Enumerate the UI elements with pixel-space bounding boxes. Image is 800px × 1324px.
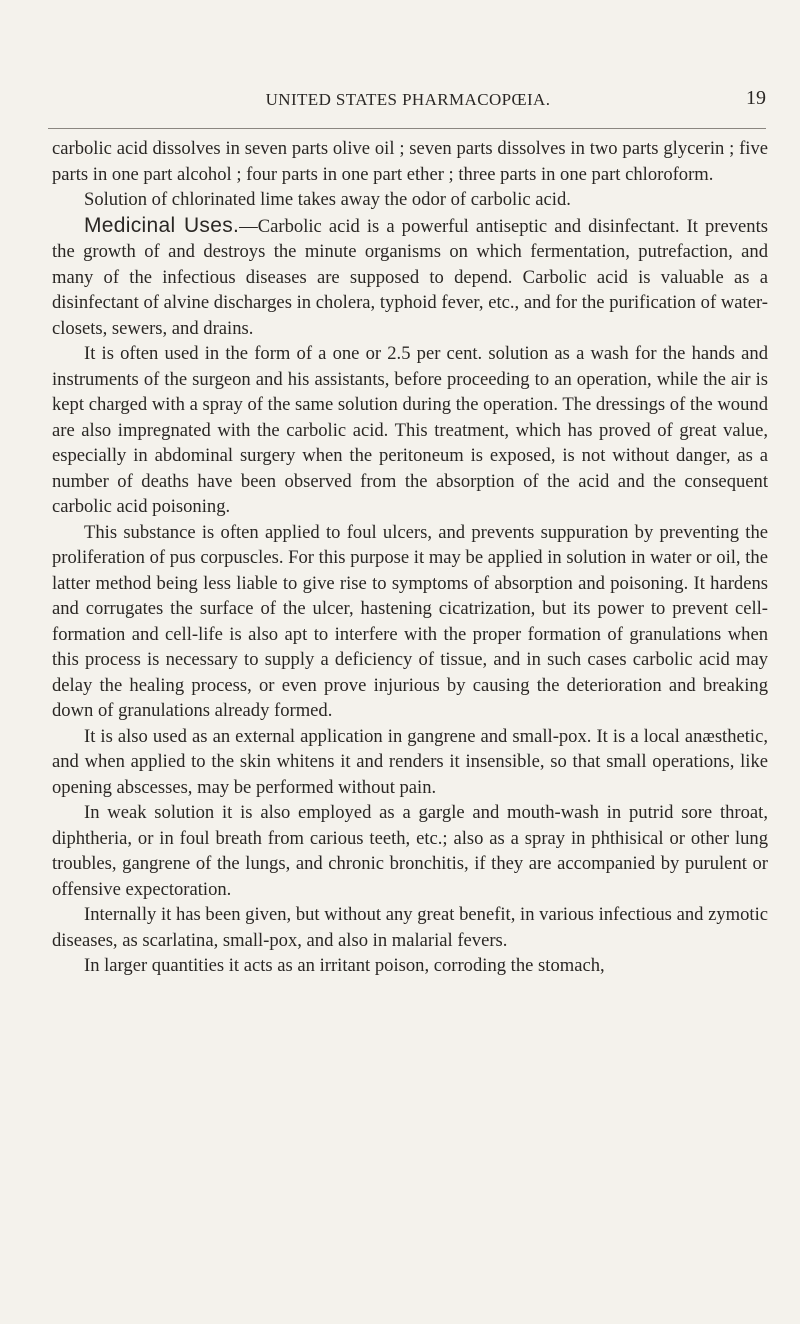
paragraph-internal-use: Internally it has been given, but without any great benefit, in various infectious and zymotic diseases, as scarlatina, small-pox, and also in malarial fevers.	[52, 904, 768, 951]
paragraph-continued: carbolic acid dissolves in seven parts olive oil ; seven parts dissolves in two parts glycerin ; five parts in one part alcohol ; four parts in one part ether ; three parts in one part chloroform.	[52, 138, 768, 185]
section-heading: Medicinal Uses.	[84, 213, 240, 237]
paragraph-gargle: In weak solution it is also employed as a gargle and mouth-wash in putrid sore throat, diphtheria, or in foul breath from carious teeth, etc.; also as a spray in phthisical or other lung troubles, gangrene of the lungs, and chronic bronchitis, if they are accompanied by purulent or offensive expectoration.	[52, 802, 768, 900]
page-number: 19	[746, 87, 766, 109]
paragraph-larger-quantities: In larger quantities it acts as an irritant poison, corroding the stomach,	[84, 955, 605, 976]
paragraph-chlorinated-lime: Solution of chlorinated lime takes away the odor of carbolic acid.	[84, 189, 571, 210]
page-header	[50, 87, 766, 116]
running-head: UNITED STATES PHARMACOPŒIA.	[265, 90, 551, 109]
paragraph-medicinal-uses-text: —Carbolic acid is a powerful antiseptic and disinfectant. It prevents the growth of and destroys the minute organisms on which fermentation, putrefaction, and many of the infectious diseases are supposed to depend. Carbolic acid is valuable as a disinfectant of alvine discharges in cholera, typhoid fever, etc., and for the purification of water-closets, sewers, and drains.	[52, 215, 768, 339]
paragraph-ulcers: This substance is often applied to foul ulcers, and prevents suppuration by preventing the proliferation of pus corpuscles. For this purpose it may be applied in solution in water or oil, the latter method being less liable to give rise to symptoms of absorption and poisoning. It hardens and corrugates the surface of the ulcer, hastening cicatrization, but its power to prevent cell-formation and cell-life is also apt to interfere with the proper formation of granulations when this process is necessary to supply a deficiency of tissue, and in such cases carbolic acid may delay the healing process, or even prove injurious by causing the deterioration and breaking down of granulations already formed.	[52, 521, 768, 721]
body-text	[52, 136, 768, 979]
paragraph-surgical-wash: It is often used in the form of a one or 2.5 per cent. solution as a wash for the hands and instruments of the surgeon and his assistants, before proceeding to an operation, while the air is kept charged with a spray of the same solution during the operation. The dressings of the wound are also impregnated with the carbolic acid. This treatment, which has proved of great value, especially in abdominal surgery when the peritoneum is exposed, is not without danger, as a number of deaths have been observed from the absorption of the acid and the consequent carbolic acid poisoning.	[52, 343, 768, 517]
paragraph-medicinal-uses	[52, 213, 768, 342]
header-rule	[48, 128, 766, 129]
paragraph-external-use: It is also used as an external application in gangrene and small-pox. It is a local anæsthetic, and when applied to the skin whitens it and renders it insensible, so that small operations, like opening abscesses, may be performed without pain.	[52, 725, 768, 798]
